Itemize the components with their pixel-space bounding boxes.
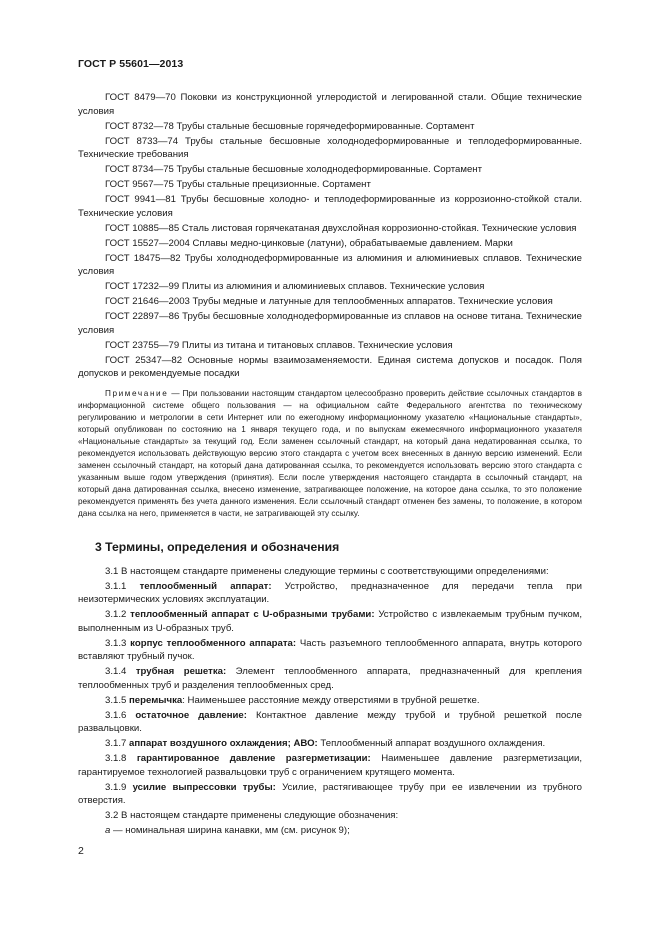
term-name: корпус теплообменного аппарата: bbox=[130, 637, 297, 649]
note-label: Примечание bbox=[105, 388, 169, 398]
term-definition bbox=[78, 781, 582, 808]
term-definition bbox=[78, 709, 582, 736]
page-content bbox=[78, 91, 582, 839]
term-name: усилие выпрессовки трубы: bbox=[132, 781, 276, 793]
symbol: a bbox=[105, 825, 111, 836]
term-definition bbox=[78, 665, 582, 692]
term-def: Теплообменный аппарат воздушного охлаждения. bbox=[317, 738, 546, 749]
term-def: Элемент теплообменного аппарата, предназначенный для крепления теплообменных труб и разделения теплообменных сред. bbox=[78, 666, 582, 691]
ref-item: ГОСТ 9941—81 Трубы бесшовные холодно- и теплодеформированные из коррозионно-стойкой стали. Технические условия bbox=[78, 194, 582, 219]
ref-item: ГОСТ 21646—2003 Трубы медные и латунные для теплообменных аппаратов. Технические условия bbox=[105, 296, 553, 307]
term-name: трубная решетка: bbox=[135, 666, 227, 677]
term-number: 3.1.7 bbox=[105, 738, 130, 749]
term-number: 3.1.1 bbox=[105, 580, 140, 592]
ref-item: ГОСТ 8479—70 Поковки из конструкционной углеродистой и легированной стали. Общие технические условия bbox=[78, 92, 582, 117]
term-def: Наименьшее давление разгерметизации, гарантируемое технологией развальцовки труб с ограничением крутящего момента. bbox=[78, 753, 582, 778]
term-number: 3.1.9 bbox=[105, 781, 133, 793]
term-def: Часть разъемного теплообменного аппарата, внутрь которого вставляют трубный пучок. bbox=[78, 637, 582, 662]
term-def: Усилие, растягивающее трубу при ее извлечении из трубного отверстия. bbox=[78, 781, 582, 806]
ref-item: ГОСТ 10885—85 Сталь листовая горячекатаная двухслойная коррозионно-стойкая. Технические условия bbox=[105, 222, 577, 234]
term-def: : Наименьшее расстояние между отверстиями в трубной решетке. bbox=[182, 694, 480, 706]
standard-header: ГОСТ Р 55601—2013 bbox=[78, 58, 184, 70]
term-name: остаточное давление: bbox=[135, 709, 247, 721]
term-definition bbox=[78, 752, 582, 779]
note-text: — При пользовании настоящим стандартом целесообразно проверить действие ссылочных стандартов в информационной системе общего пользования — на официальном сайте Федерального агентства по техническому регулированию и метрологии в сети Интернет или по ежегодному информационному указателю «Национальные стандарты», который опубликован по состоянию на 1 января текущего года, и по выпускам ежемесячного информационного указателя «Национальные стандарты» за текущий год. Если заменен ссылочный стандарт, на который дана недатированная ссылка, то рекомендуется использовать действующую версию этого стандарта с учетом всех внесенных в данную версию изменений. Если заменен ссылочный стандарт, на который дана датированная ссылка, то рекомендуется использовать версию этого стандарта с указанным выше годом утверждения (принятия). Если после утверждения настоящего стандарта в ссылочный стандарт, на который дана датированная ссылка, внесено изменение, затрагивающее положение, на которое дана ссылка, то это положение рекомендуется применять без учета данного изменения. Если ссылочный стандарт отменен без замены, то положение, в котором дана ссылка на него, применяется в части, не затрагивающей эту ссылку. bbox=[78, 388, 582, 518]
ref-item: ГОСТ 8733—74 Трубы стальные бесшовные холоднодеформированные и теплодеформированные. Технические требования bbox=[78, 135, 582, 160]
term-number: 3.1.6 bbox=[105, 709, 136, 721]
ref-item: ГОСТ 22897—86 Трубы бесшовные холоднодеформированные из сплавов на основе титана. Технические условия bbox=[78, 311, 582, 336]
term-definition bbox=[78, 580, 582, 607]
term-definition bbox=[78, 637, 582, 664]
clause-3-1: 3.1 В настоящем стандарте применены следующие термины с соответствующими определениями: bbox=[105, 565, 549, 577]
page-number: 2 bbox=[78, 845, 84, 857]
term-definition bbox=[78, 737, 582, 751]
term-number: 3.1.3 bbox=[105, 637, 131, 649]
clause-3-2: 3.2 В настоящем стандарте применены следующие обозначения: bbox=[105, 810, 399, 821]
ref-item: ГОСТ 15527—2004 Сплавы медно-цинковые (латуни), обрабатываемые давлением. Марки bbox=[105, 237, 513, 249]
term-number: 3.1.4 bbox=[105, 666, 136, 677]
ref-item: ГОСТ 8732—78 Трубы стальные бесшовные горячедеформированные. Сортамент bbox=[105, 120, 475, 132]
term-name: гарантированное давление разгерметизации: bbox=[136, 753, 371, 764]
ref-item: ГОСТ 23755—79 Плиты из титана и титановых сплавов. Технические условия bbox=[105, 339, 453, 351]
ref-item: ГОСТ 8734—75 Трубы стальные бесшовные холоднодеформированные. Сортамент bbox=[105, 164, 482, 175]
term-number: 3.1.5 bbox=[105, 694, 130, 706]
term-name: перемычка bbox=[129, 694, 183, 706]
term-name: теплообменный аппарат: bbox=[139, 580, 272, 592]
term-definition bbox=[78, 608, 582, 635]
note-paragraph bbox=[78, 388, 582, 520]
term-definition bbox=[78, 694, 582, 708]
term-def: Устройство с извлекаемым трубным пучком, выполненным из U-образных труб. bbox=[78, 609, 582, 634]
symbol-definition bbox=[78, 824, 582, 838]
term-number: 3.1.8 bbox=[105, 753, 137, 764]
section-heading: 3 Термины, определения и обозначения bbox=[95, 539, 340, 554]
ref-item: ГОСТ 18475—82 Трубы холоднодеформированные из алюминия и алюминиевых сплавов. Технические условия bbox=[78, 252, 582, 277]
ref-item: ГОСТ 17232—99 Плиты из алюминия и алюминиевых сплавов. Технические условия bbox=[105, 281, 485, 292]
term-name: аппарат воздушного охлаждения; АВО: bbox=[129, 738, 318, 749]
term-def: Контактное давление между трубой и трубной решеткой после развальцовки. bbox=[78, 709, 582, 734]
term-number: 3.1.2 bbox=[105, 609, 131, 620]
ref-item: ГОСТ 25347—82 Основные нормы взаимозаменяемости. Единая система допусков и посадок. Поля допусков и рекомендуемые посадки bbox=[78, 354, 582, 379]
ref-item: ГОСТ 9567—75 Трубы стальные прецизионные. Сортамент bbox=[105, 179, 371, 190]
term-def: Устройство, предназначенное для передачи тепла при неизотермических условиях эксплуатации. bbox=[78, 580, 582, 605]
symbol-def: — номинальная ширина канавки, мм (см. рисунок 9); bbox=[110, 825, 350, 836]
term-name: теплообменный аппарат с U-образными трубами: bbox=[130, 609, 375, 620]
